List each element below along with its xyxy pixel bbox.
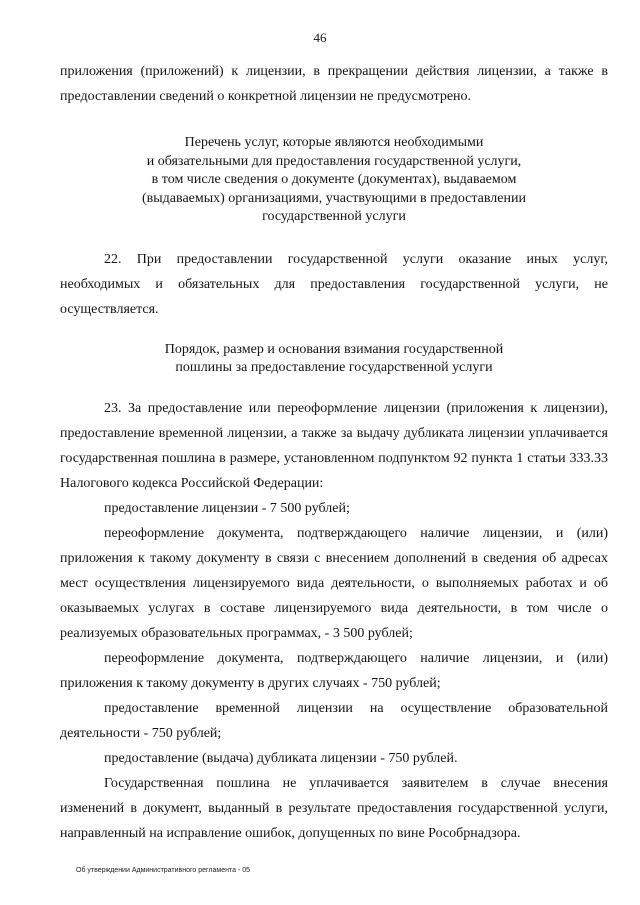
paragraph-22: 22. При предоставлении государственной услуги оказание иных услуг, необходимых и обязательных для предоставления государственной услуги, не осуществляется. — [60, 251, 608, 317]
heading-line: государственной услуги — [262, 209, 406, 224]
fee-item: предоставление временной лицензии на осуществление образовательной деятельности - 750 рублей; — [60, 700, 608, 741]
intro-paragraph: приложения (приложений) к лицензии, в прекращении действия лицензии, а также в предоставлении сведений о конкретной лицензии не предусмотрено. — [60, 64, 608, 104]
heading-line: пошлины за предоставление государственной услуги — [175, 360, 493, 375]
section-heading-fee — [60, 341, 608, 378]
heading-line: и обязательными для предоставления государственной услуги, — [146, 153, 522, 169]
page-number: 46 — [313, 30, 327, 45]
document-body — [60, 59, 608, 846]
heading-line: Перечень услуг, которые являются необходимыми — [184, 135, 484, 150]
heading-line: в том числе сведения о документе (документах), выдаваемом — [151, 172, 517, 187]
fee-item: предоставление лицензии - 7 500 рублей; — [104, 500, 350, 516]
fee-item: переоформление документа, подтверждающего наличие лицензии, и (или) приложения к такому документу в других случаях - 750 рублей; — [60, 650, 608, 691]
fee-item: переоформление документа, подтверждающего наличие лицензии, и (или) приложения к такому документу в связи с внесением дополнений в сведения об адресах мест осуществления лицензируемого вида деятельности, о выполняемых работах и об оказываемых услугах в составе лицензируемого вида деятельности, в том числе о реализуемых образовательных программах, - 3 500 рублей; — [60, 525, 608, 641]
heading-line: Порядок, размер и основания взимания государственной — [164, 341, 504, 357]
paragraph-23: 23. За предоставление или переоформление лицензии (приложения к лицензии), предоставление временной лицензии, а также за выдачу дубликата лицензии уплачивается государственная пошлина в размере, установленном подпунктом 92 пункта 1 статьи 333.33 Налогового кодекса Российской Федерации: — [60, 400, 608, 491]
fee-item: предоставление (выдача) дубликата лицензии - 750 рублей. — [104, 750, 458, 766]
final-paragraph: Государственная пошлина не уплачивается заявителем в случае внесения изменений в документ, выданный в результате предоставления государственной услуги, направленный на исправление ошибок, допущенных по вине Рособрнадзора. — [60, 775, 608, 841]
section-heading-services — [60, 134, 608, 227]
footer-note: Об утверждении Административного регламента - 05 — [76, 867, 251, 874]
heading-line: (выдаваемых) организациями, участвующими в предоставлении — [142, 190, 526, 206]
